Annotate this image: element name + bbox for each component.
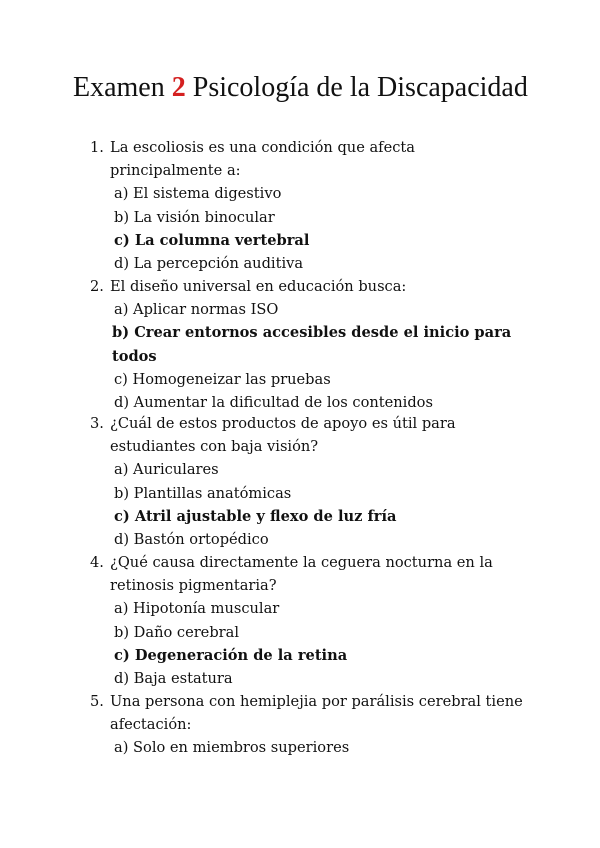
question-text: La escoliosis es una condición que afecta principalmente a:: [110, 139, 415, 180]
option-b-correct: b) Crear entornos accesibles desde el inicio para todos: [112, 324, 512, 365]
option-c-correct: c) La columna vertebral: [114, 231, 310, 249]
question-2: [90, 275, 530, 414]
option-d: d) Bastón ortopédico: [114, 531, 269, 549]
option-a: a) Auriculares: [114, 461, 219, 479]
question-5: [90, 690, 530, 760]
option-a: a) Solo en miembros superiores: [114, 739, 350, 757]
question-number: 3.: [90, 415, 104, 432]
option-d: d) Baja estatura: [114, 670, 233, 688]
option-c: c) Homogeneizar las pruebas: [114, 370, 331, 388]
question-4: [90, 551, 530, 690]
option-d: d) Aumentar la dificultad de los contenidos: [114, 394, 433, 412]
option-d: d) La percepción auditiva: [114, 255, 304, 273]
question-text: ¿Qué causa directamente la ceguera nocturna en la retinosis pigmentaria?: [110, 554, 493, 595]
option-a: a) El sistema digestivo: [114, 185, 282, 203]
question-text: ¿Cuál de estos productos de apoyo es útil para estudiantes con baja visión?: [110, 415, 456, 456]
option-b: b) Daño cerebral: [114, 623, 240, 641]
question-number: 5.: [90, 693, 104, 710]
exam-title: [73, 72, 528, 104]
question-number: 2.: [90, 278, 104, 295]
title-prefix: Examen: [73, 72, 165, 103]
question-number: 1.: [90, 139, 104, 156]
option-c-correct: c) Atril ajustable y flexo de luz fría: [114, 507, 397, 525]
question-3: [90, 412, 530, 551]
question-text: El diseño universal en educación busca:: [110, 278, 407, 295]
option-a: a) Hipotonía muscular: [114, 600, 280, 618]
option-b: b) La visión binocular: [114, 208, 275, 226]
question-text: Una persona con hemiplejia por parálisis cerebral tiene afectación:: [110, 693, 523, 734]
option-c-correct: c) Degeneración de la retina: [114, 646, 348, 664]
question-1: [90, 136, 530, 275]
title-subject: Psicología de la Discapacidad: [192, 72, 528, 103]
option-b: b) Plantillas anatómicas: [114, 484, 292, 502]
exam-number: 2: [171, 72, 186, 103]
question-number: 4.: [90, 554, 104, 571]
option-a: a) Aplicar normas ISO: [114, 301, 279, 319]
